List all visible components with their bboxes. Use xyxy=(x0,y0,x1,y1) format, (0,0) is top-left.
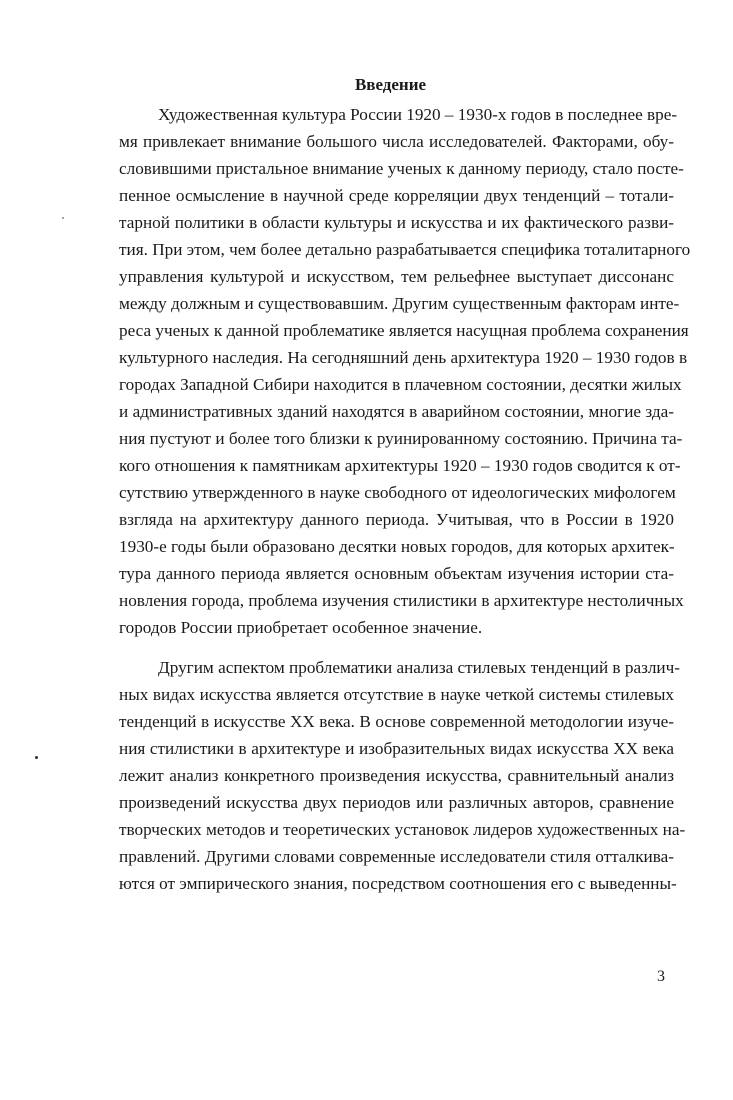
text-line: новления города, проблема изучения стилистики в архитектуре нестоличных xyxy=(119,591,684,610)
scan-speck xyxy=(35,756,38,759)
text-line: мя привлекает внимание большого числа исследователей. Факторами, обу- xyxy=(119,132,674,151)
text-line: ных видах искусства является отсутствие в науке четкой системы стилевых xyxy=(119,685,674,704)
text-line: 1930-е годы были образовано десятки новых городов, для которых архитек- xyxy=(119,537,675,556)
text-line: ния стилистики в архитектуре и изобразительных видах искусства XX века xyxy=(119,739,674,758)
text-line: тарной политики в области культуры и искусства и их фактического разви- xyxy=(119,213,674,232)
text-line: лежит анализ конкретного произведения искусства, сравнительный анализ xyxy=(119,766,674,785)
text-line: тенденций в искусстве XX века. В основе современной методологии изуче- xyxy=(119,712,674,731)
text-line: правлений. Другими словами современные исследователи стиля отталкива- xyxy=(119,847,674,866)
text-line: Художественная культура России 1920 – 1930-х годов в последнее вре- xyxy=(158,105,678,124)
scan-speck xyxy=(62,217,64,219)
text-line: Другим аспектом проблематики анализа стилевых тенденций в различ- xyxy=(158,658,681,677)
text-line: ния пустуют и более того близки к руинированному состоянию. Причина та- xyxy=(119,429,683,448)
text-line: культурного наследия. На сегодняшний день архитектура 1920 – 1930 годов в xyxy=(119,348,688,367)
text-line: произведений искусства двух периодов или различных авторов, сравнение xyxy=(119,793,674,812)
body-text xyxy=(119,101,691,897)
text-line: городов России приобретает особенное значение. xyxy=(119,618,483,637)
text-line: кого отношения к памятникам архитектуры 1920 – 1930 годов сводится к от- xyxy=(119,456,681,475)
text-line: тура данного периода является основным объектам изучения истории ста- xyxy=(119,564,674,583)
page-number: 3 xyxy=(657,968,665,985)
text-line: управления культурой и искусством, тем рельефнее выступает диссонанс xyxy=(119,267,674,286)
text-line: реса ученых к данной проблематике является насущная проблема сохранения xyxy=(119,321,689,340)
text-line: пенное осмысление в научной среде корреляции двух тенденций – тотали- xyxy=(119,186,674,205)
section-title: Введение xyxy=(354,75,427,94)
paragraph-gap xyxy=(119,641,674,654)
text-line: между должным и существовавшим. Другим существенным факторам инте- xyxy=(119,294,680,313)
text-line: взгляда на архитектуру данного периода. Учитывая, что в России в 1920 xyxy=(119,510,674,529)
text-line: городах Западной Сибири находится в плачевном состоянии, десятки жилых xyxy=(119,375,682,394)
text-line: творческих методов и теоретических установок лидеров художественных на- xyxy=(119,820,686,839)
text-line: тия. При этом, чем более детально разрабатывается специфика тоталитарного xyxy=(119,240,691,259)
text-line: сутствию утвержденного в науке свободного от идеологических мифологем xyxy=(119,483,676,502)
text-line: словившими пристальное внимание ученых к данному периоду, стало посте- xyxy=(119,159,684,178)
text-line: ются от эмпирического знания, посредством соотношения его с выведенны- xyxy=(119,874,677,893)
text-line: и административных зданий находятся в аварийном состоянии, многие зда- xyxy=(119,402,674,421)
